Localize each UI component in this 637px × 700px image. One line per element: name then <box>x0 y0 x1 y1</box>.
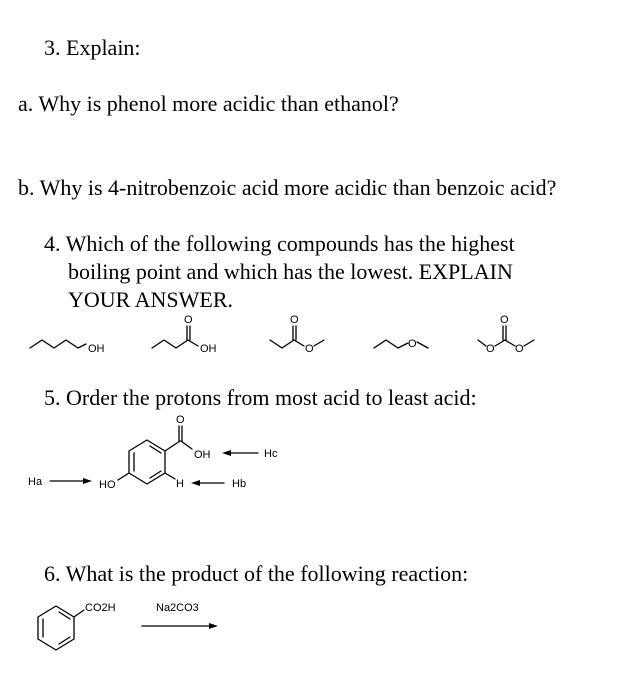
question-5-structure <box>28 414 278 491</box>
q5-oh-label: OH <box>194 449 211 461</box>
compound-1-alcohol <box>30 340 105 355</box>
compound-5-carbonate <box>478 314 534 355</box>
compound-1-oh-label: OH <box>88 343 105 355</box>
q5-ho-label: HO <box>99 479 116 491</box>
question-5: 5. Order the protons from most acid to least acid: <box>44 385 477 410</box>
question-3b: b. Why is 4-nitrobenzoic acid more acidic than benzoic acid? <box>18 175 557 200</box>
q5-o-label: O <box>176 414 185 426</box>
compound-2-carboxylic-acid <box>152 314 217 355</box>
compound-3-o-top-label: O <box>290 314 299 326</box>
compound-5-o-top-label: O <box>500 314 509 326</box>
question-3-title: 3. Explain: <box>44 35 141 60</box>
q5-ha-label: Ha <box>28 476 43 488</box>
q5-hc-label: Hc <box>264 448 278 460</box>
q6-reagent-label: Na2CO3 <box>156 602 199 614</box>
compound-4-ether <box>374 338 428 350</box>
q5-hb-label: Hb <box>232 478 247 490</box>
compound-5-o-left-label: O <box>486 343 495 355</box>
question-4-line-3: YOUR ANSWER. <box>68 287 234 312</box>
question-6-reaction <box>38 602 218 650</box>
question-4-line-1: 4. Which of the following compounds has the highest <box>44 231 515 256</box>
q6-co2h-label: CO2H <box>85 602 116 614</box>
compound-5-o-right-label: O <box>515 343 524 355</box>
compound-4-o-label: O <box>408 338 417 350</box>
question-6: 6. What is the product of the following reaction: <box>44 561 469 586</box>
question-3a: a. Why is phenol more acidic than ethanol? <box>18 91 399 116</box>
compound-2-o-label: O <box>184 314 193 326</box>
compound-3-o-label: O <box>305 343 314 355</box>
compound-3-ester <box>270 314 324 355</box>
question-4-line-2: boiling point and which has the lowest. EXPLAIN <box>68 259 513 284</box>
compound-2-oh-label: OH <box>200 343 217 355</box>
q5-h-label: H <box>176 478 184 490</box>
